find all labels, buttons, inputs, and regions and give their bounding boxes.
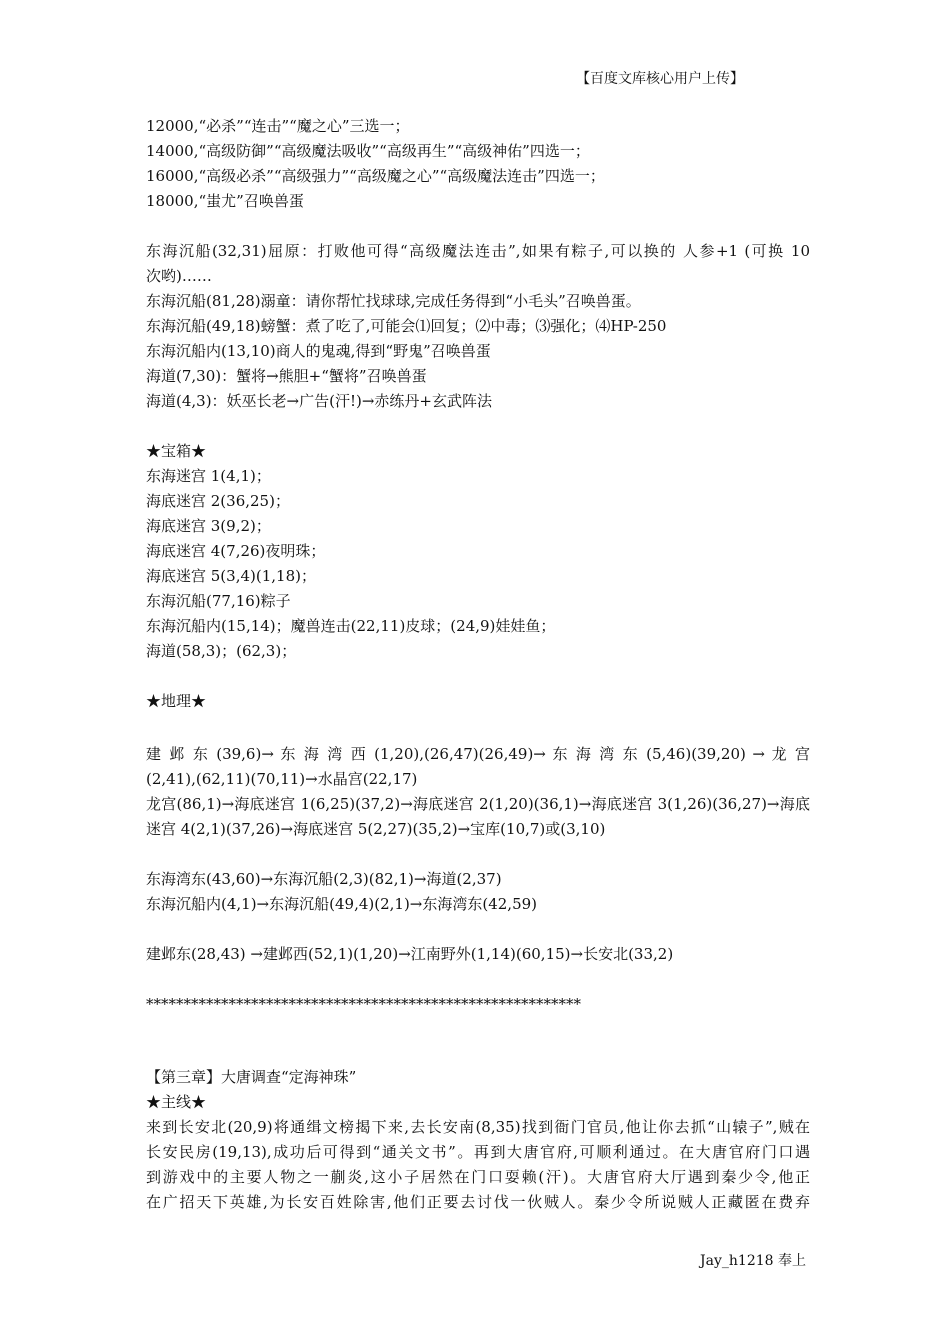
document-body bbox=[146, 114, 810, 1215]
text-line: 东海沉船(49,18)螃蟹：煮了吃了,可能会⑴回复；⑵中毒；⑶强化；⑷HP-250 bbox=[146, 317, 667, 335]
treasure-item: 海底迷宫 2(36,25)； bbox=[146, 492, 290, 510]
treasure-item: 海底迷宫 3(9,2)； bbox=[146, 517, 271, 535]
text-line: 东海沉船(81,28)溺童：请你帮忙找球球,完成任务得到“小毛头”召唤兽蛋。 bbox=[146, 292, 641, 310]
route-line: 龙宫(86,1)→海底迷宫 1(6,25)(37,2)→海底迷宫 2(1,20)(36,1)→海底迷宫 3(1,26)(36,27)→海底 bbox=[146, 795, 810, 813]
treasure-item: 东海迷宫 1(4,1)； bbox=[146, 467, 271, 485]
treasure-item: 海底迷宫 4(7,26)夜明珠； bbox=[146, 542, 326, 560]
text-line: 14000,“高级防御”“高级魔法吸收”“高级再生”“高级神佑”四选一； bbox=[146, 142, 590, 160]
geography-heading: ★地理★ bbox=[146, 692, 207, 710]
chapter-title: 【第三章】大唐调查“定海神珠” bbox=[146, 1068, 357, 1086]
section-heading: ★主线★ bbox=[146, 1093, 207, 1111]
footer-note: Jay_h1218 奉上 bbox=[700, 1253, 806, 1269]
treasure-item: 东海沉船内(15,14)；魔兽连击(22,11)皮球；(24,9)娃娃鱼； bbox=[146, 617, 556, 635]
paragraph-line: 到游戏中的主要人物之一蒯炎,这小子居然在门口耍赖(汗)。大唐官府大厅遇到秦少令,他正 bbox=[146, 1168, 810, 1186]
treasure-item: 海底迷宫 5(3,4)(1,18)； bbox=[146, 567, 316, 585]
paragraph-line: 长安民房(19,13),成功后可得到“通关文书”。再到大唐官府,可顺利通过。在大唐官府门口遇 bbox=[146, 1143, 810, 1161]
treasure-item: 东海沉船(77,16)粽子 bbox=[146, 592, 291, 610]
separator-line: ********************************************************** bbox=[146, 995, 581, 1013]
treasure-heading: ★宝箱★ bbox=[146, 442, 207, 460]
route-line: 东海湾东(43,60)→东海沉船(2,3)(82,1)→海道(2,37) bbox=[146, 870, 502, 888]
paragraph-line: 来到长安北(20,9)将通缉文榜揭下来,去长安南(8,35)找到衙门官员,他让你去抓“山辕子”,贼在 bbox=[146, 1118, 810, 1136]
route-line: 建邺东(28,43) →建邺西(52,1)(1,20)→江南野外(1,14)(60,15)→长安北(33,2) bbox=[146, 945, 674, 963]
header-note: 【百度文库核心用户上传】 bbox=[576, 71, 744, 87]
route-line: 迷宫 4(2,1)(37,26)→海底迷宫 5(2,27)(35,2)→宝库(10,7)或(3,10) bbox=[146, 820, 606, 838]
text-line: 东海沉船(32,31)屈原：打败他可得“高级魔法连击”,如果有粽子,可以换的 人参+1 (可换 10 bbox=[146, 242, 810, 260]
route-line: (2,41),(62,11)(70,11)→水晶宫(22,17) bbox=[146, 770, 418, 788]
text-line: 东海沉船内(13,10)商人的鬼魂,得到“野鬼”召唤兽蛋 bbox=[146, 342, 491, 360]
text-line: 海道(7,30)：蟹将→熊胆+“蟹将”召唤兽蛋 bbox=[146, 367, 427, 385]
treasure-item: 海道(58,3)；(62,3)； bbox=[146, 642, 297, 660]
text-line: 12000,“必杀”“连击”“魔之心”三选一； bbox=[146, 117, 410, 135]
text-line: 16000,“高级必杀”“高级强力”“高级魔之心”“高级魔法连击”四选一； bbox=[146, 167, 605, 185]
text-line: 次哟)…… bbox=[146, 267, 212, 285]
paragraph-line: 在广招天下英雄,为长安百姓除害,他们正要去讨伐一伙贼人。秦少令所说贼人正藏匿在费弃 bbox=[146, 1193, 810, 1211]
text-line: 18000,“蚩尤”召唤兽蛋 bbox=[146, 192, 304, 210]
route-line: 建 邺 东 (39,6)→ 东 海 湾 西 (1,20),(26,47)(26,49)→ 东 海 湾 东 (5,46)(39,20) → 龙 宫 bbox=[146, 745, 810, 763]
text-line: 海道(4,3)：妖巫长老→广告(汗!)→赤练丹+玄武阵法 bbox=[146, 392, 492, 410]
route-line: 东海沉船内(4,1)→东海沉船(49,4)(2,1)→东海湾东(42,59) bbox=[146, 895, 538, 913]
